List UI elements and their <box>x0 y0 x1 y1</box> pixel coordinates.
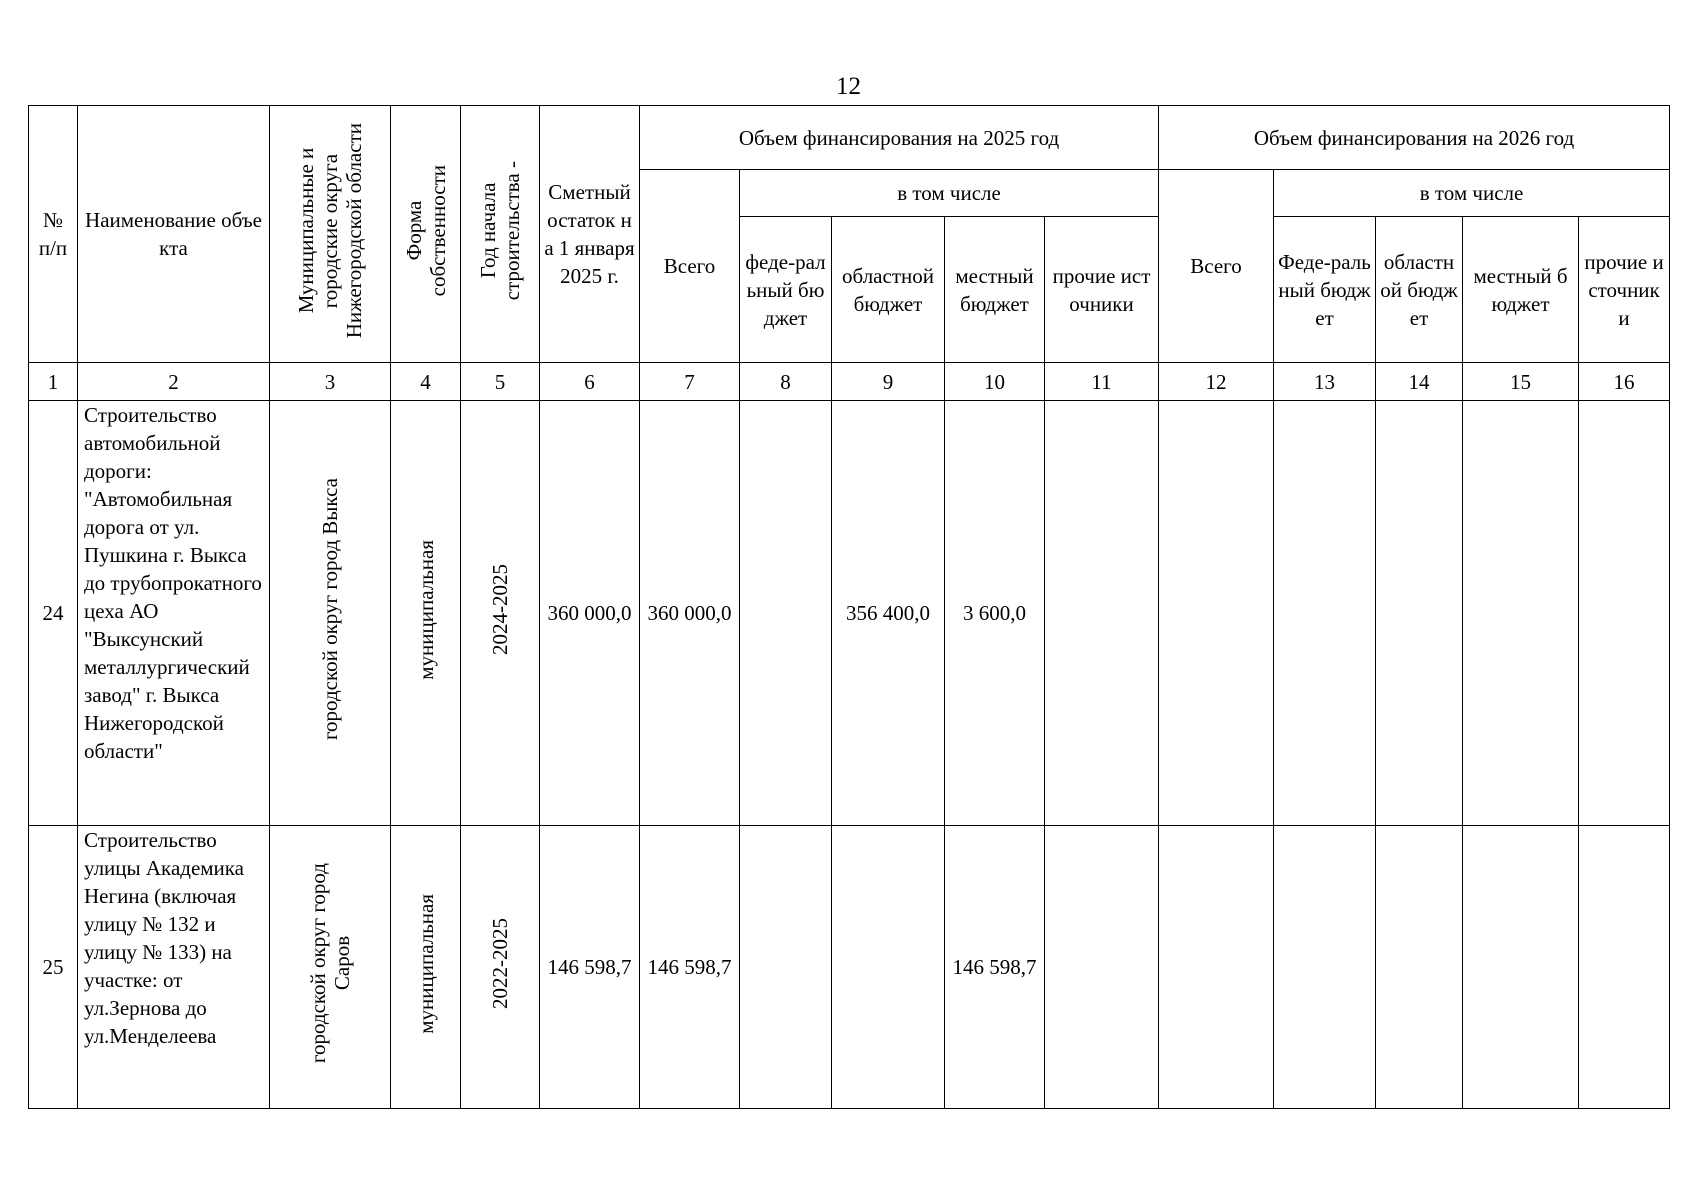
row-estimate: 360 000,0 <box>540 401 640 826</box>
column-number: 6 <box>540 363 640 401</box>
row-regional-2026 <box>1376 401 1463 826</box>
row-ownership: муниципальная <box>391 826 461 1109</box>
header-group-2025: Объем финансирования на 2025 год <box>640 106 1159 170</box>
column-number: 14 <box>1376 363 1463 401</box>
row-total-2025: 146 598,7 <box>640 826 740 1109</box>
row-other-2026 <box>1579 401 1670 826</box>
row-total-2026 <box>1159 826 1274 1109</box>
column-number: 4 <box>391 363 461 401</box>
header-local-2025: местный бюджет <box>945 217 1045 363</box>
row-ownership: муниципальная <box>391 401 461 826</box>
column-number-row <box>29 363 1670 401</box>
page-number: 12 <box>836 73 861 100</box>
row-local-2025: 3 600,0 <box>945 401 1045 826</box>
row-other-2025 <box>1045 401 1159 826</box>
row-other-2025 <box>1045 826 1159 1109</box>
row-num: 24 <box>29 401 78 826</box>
header-estimate: Сметный остаток на 1 января 2025 г. <box>540 106 640 363</box>
column-number: 15 <box>1463 363 1579 401</box>
header-municipality: Муниципальные и городские округа Нижегородской области <box>270 106 391 363</box>
header-including-2025: в том числе <box>740 170 1159 217</box>
column-number: 1 <box>29 363 78 401</box>
table-row <box>29 401 1670 826</box>
row-local-2026 <box>1463 826 1579 1109</box>
header-start-year: Год начала строительства - <box>461 106 540 363</box>
investment-table <box>28 105 1670 1109</box>
row-regional-2025: 356 400,0 <box>832 401 945 826</box>
header-other-2025: прочие источники <box>1045 217 1159 363</box>
row-years: 2022-2025 <box>461 826 540 1109</box>
column-number: 12 <box>1159 363 1274 401</box>
header-group-2026: Объем финансирования на 2026 год <box>1159 106 1670 170</box>
row-estimate: 146 598,7 <box>540 826 640 1109</box>
column-number: 5 <box>461 363 540 401</box>
row-num: 25 <box>29 826 78 1109</box>
column-number: 2 <box>78 363 270 401</box>
row-local-2025: 146 598,7 <box>945 826 1045 1109</box>
header-total-2025: Всего <box>640 170 740 363</box>
header-other-2026: прочие источники <box>1579 217 1670 363</box>
row-regional-2025 <box>832 826 945 1109</box>
header-name: Наименование объекта <box>78 106 270 363</box>
header-total-2026: Всего <box>1159 170 1274 363</box>
column-number: 8 <box>740 363 832 401</box>
row-regional-2026 <box>1376 826 1463 1109</box>
header-regional-2026: областной бюджет <box>1376 217 1463 363</box>
header-ownership: Форма собственности <box>391 106 461 363</box>
row-federal-2025 <box>740 401 832 826</box>
row-federal-2026 <box>1274 401 1376 826</box>
column-number: 3 <box>270 363 391 401</box>
column-number: 11 <box>1045 363 1159 401</box>
row-total-2025: 360 000,0 <box>640 401 740 826</box>
column-number: 7 <box>640 363 740 401</box>
row-other-2026 <box>1579 826 1670 1109</box>
header-including-2026: в том числе <box>1274 170 1670 217</box>
header-num: № п/п <box>29 106 78 363</box>
column-number: 13 <box>1274 363 1376 401</box>
header-local-2026: местный бюджет <box>1463 217 1579 363</box>
table-row <box>29 826 1670 1109</box>
row-object-name: Строительство улицы Академика Негина (включая улицу № 132 и улицу № 133) на участке: от ул.Зернова до ул.Менделеева <box>78 826 270 1109</box>
column-number: 10 <box>945 363 1045 401</box>
row-municipality: городской округ город Выкса <box>270 401 391 826</box>
column-number: 9 <box>832 363 945 401</box>
header-federal-2025: феде-ральный бюджет <box>740 217 832 363</box>
header-regional-2025: областной бюджет <box>832 217 945 363</box>
header-federal-2026: Феде-ральный бюджет <box>1274 217 1376 363</box>
row-years: 2024-2025 <box>461 401 540 826</box>
row-total-2026 <box>1159 401 1274 826</box>
row-municipality: городской округ город Саров <box>270 826 391 1109</box>
row-federal-2026 <box>1274 826 1376 1109</box>
row-local-2026 <box>1463 401 1579 826</box>
column-number: 16 <box>1579 363 1670 401</box>
row-object-name: Строительство автомобильной дороги: "Автомобильная дорога от ул. Пушкина г. Выкса до трубопрокатного цеха АО "Выксунский металлургический завод" г. Выкса Нижегородской области" <box>78 401 270 826</box>
row-federal-2025 <box>740 826 832 1109</box>
